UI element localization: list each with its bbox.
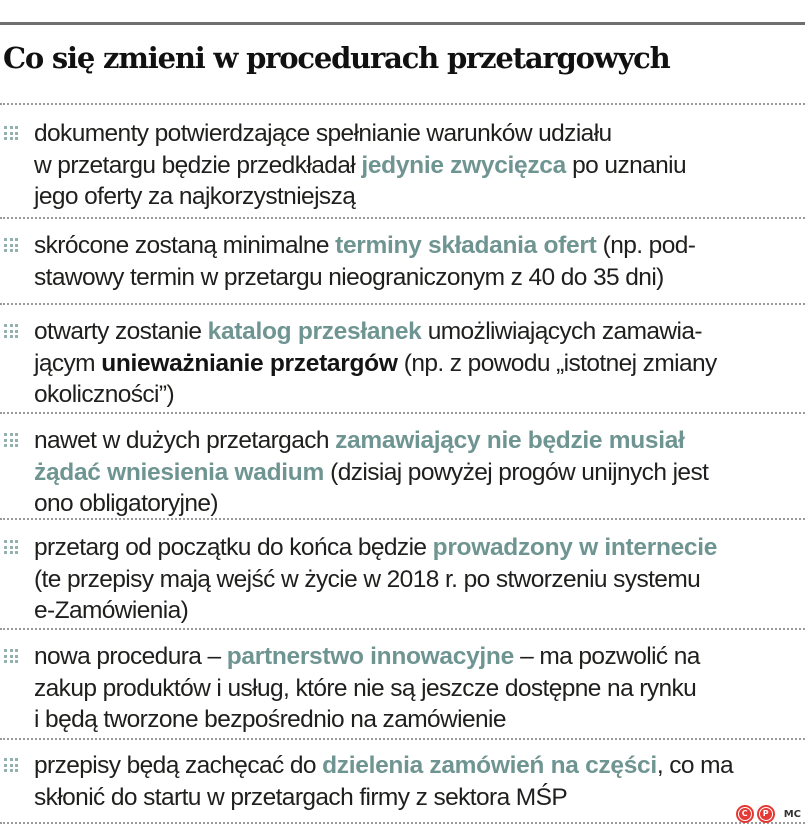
bold-phrase: unieważnianie przetargów [101,349,398,377]
text-run: i będą tworzone bezpośrednio na zamówienie [34,706,506,733]
dotted-divider [0,303,805,305]
dot-grid-icon [4,433,20,449]
highlighted-phrase: terminy składania ofert [335,232,597,259]
text-run: umożliwiających zamawia- [421,318,702,345]
text-run: przepisy będą zachęcać do [34,752,323,779]
list-item-text [34,316,804,411]
text-run: ono obligatoryjne) [34,490,218,517]
text-run: (dzisiaj powyżej progów unijnych jest [323,458,709,486]
highlighted-phrase: katalog przesłanek [207,318,422,345]
list-item-text [34,118,804,213]
dotted-divider [0,412,805,414]
dot-grid-icon [4,126,20,142]
highlighted-phrase: żądać wniesienia wadium [34,458,324,486]
top-rule [0,22,805,25]
text-run: , co ma [656,752,733,779]
highlighted-phrase: prowadzony w internecie [432,534,718,561]
dotted-divider [0,103,805,105]
list-item-text [34,750,804,813]
text-run: jącym [34,349,102,377]
text-run: skłonić do startu w przetargach firmy z sektora MŚP [34,783,568,811]
text-run: jego oferty za najkorzystniejszą [34,183,356,210]
dot-grid-icon [4,324,20,340]
list-item-text [34,425,804,520]
text-run: w przetargu będzie przedkładał [34,151,362,179]
dot-grid-icon [4,758,20,774]
author-initials: MC [783,808,801,820]
text-run: nawet w dużych przetargach [34,427,336,454]
text-run: otwarty zostanie [34,318,208,345]
dotted-divider [0,628,805,630]
text-run: (np. pod- [596,232,696,259]
text-run: skrócone zostaną minimalne [34,232,336,259]
list-item-text [34,230,804,293]
highlighted-phrase: jedynie zwycięzca [361,151,566,179]
text-run: stawowy termin w przetargu nieograniczonym z 40 do 35 dni) [34,263,664,291]
text-run: e-Zamówienia) [34,597,189,624]
p-badge-icon: P [757,805,775,823]
highlighted-phrase: dzielenia zamówień na części [322,752,657,779]
dotted-divider [0,822,805,824]
infobox-title: Co się zmieni w procedurach przetargowych [3,41,670,75]
highlighted-phrase: partnerstwo innowacyjne [226,643,514,670]
dot-grid-icon [4,540,20,556]
dotted-divider [0,217,805,219]
text-run: przetarg od początku do końca będzie [34,534,433,561]
text-run: dokumenty potwierdzające spełnianie warunków udziału [34,120,612,147]
text-run: po uznaniu [565,151,687,179]
copyright-icon: C [736,805,754,823]
text-run: okoliczności”) [34,381,174,408]
text-run: (te przepisy mają wejść w życie w 2018 r. po stworzeniu systemu [34,565,701,593]
text-run: – ma pozwolić na [513,643,700,670]
text-run: nowa procedura – [34,643,227,670]
dot-grid-icon [4,238,20,254]
dot-grid-icon [4,649,20,665]
dotted-divider [0,738,805,740]
text-run: zakup produktów i usług, które nie są jeszcze dostępne na rynku [34,674,697,702]
text-run: (np. z powodu „istotnej zmiany [397,349,717,377]
credits [736,805,801,823]
list-item-text [34,532,804,627]
highlighted-phrase: zamawiający nie będzie musiał [335,427,685,454]
list-item-text [34,641,804,736]
